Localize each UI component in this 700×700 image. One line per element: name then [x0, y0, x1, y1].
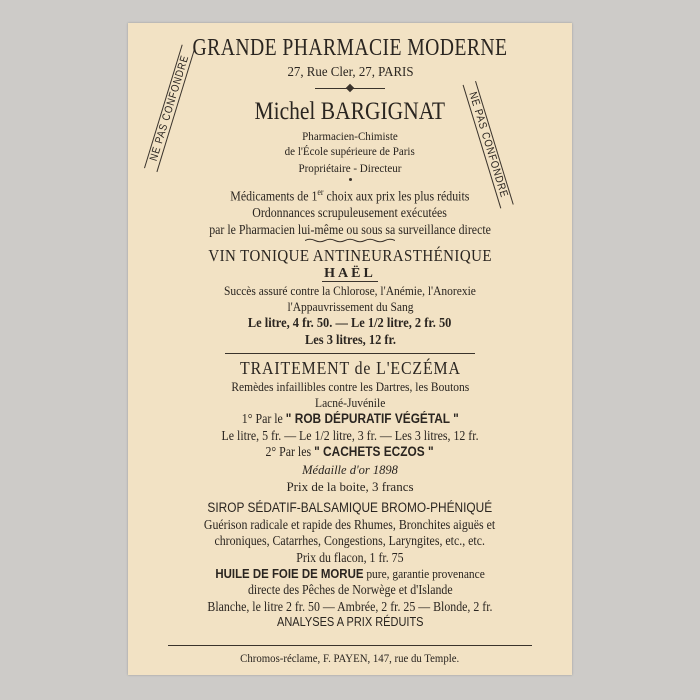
dot-divider-icon [349, 178, 352, 181]
footer-rule [168, 645, 532, 646]
eczema-heading: TRAITEMENT de L'ECZÉMA [239, 358, 461, 378]
wavy-divider-icon [305, 238, 395, 243]
pharmacy-card [128, 23, 572, 675]
huile-line-1: HUILE DE FOIE DE MORUE pure, garantie provenance [215, 566, 485, 581]
vin-desc-2: l'Appauvrissement du Sang [286, 299, 414, 314]
vin-price-1: Le litre, 4 fr. 50. — Le 1/2 litre, 2 fr. 50 [248, 315, 452, 330]
side-banner-left-text: NE PAS CONFONDRE [147, 53, 192, 163]
proprietor-role-2: de l'École supérieure de Paris [284, 144, 416, 158]
pharmacy-title: GRANDE PHARMACIE MODERNE [192, 35, 508, 61]
eczema-item-2: 2° Par les " CACHETS ECZOS " [265, 444, 435, 459]
eczema-medal: Médaille d'or 1898 [302, 462, 398, 477]
proprietor-role-1: Pharmacien-Chimiste [302, 129, 398, 143]
proprietor-role-3: Propriétaire - Directeur [298, 161, 402, 175]
sirop-price: Prix du flacon, 1 fr. 75 [296, 549, 404, 565]
eczema-box-price: Prix de la boite, 3 francs [286, 479, 414, 494]
huile-analyses: ANALYSES A PRIX RÉDUITS [276, 615, 424, 629]
ornament-divider-icon [315, 85, 385, 91]
sirop-heading: SIROP SÉDATIF-BALSAMIQUE BROMO-PHÉNIQUÉ [207, 500, 493, 515]
intro-line-2: Ordonnances scrupuleusement exécutées [252, 205, 448, 220]
sirop-desc-1: Guérison radicale et rapide des Rhumes, Bronchites aiguës et [204, 516, 496, 532]
proprietor-name: Michel BARGIGNAT [254, 98, 446, 125]
huile-line-2: directe des Pêches de Norwège et d'Islande [247, 582, 453, 597]
pharmacy-address: 27, Rue Cler, 27, PARIS [286, 65, 414, 80]
intro-line-1: Médicaments de 1er choix aux prix les plus réduits [230, 187, 470, 204]
huile-price: Blanche, le litre 2 fr. 50 — Ambrée, 2 fr. 25 — Blonde, 2 fr. [207, 598, 493, 614]
vin-brand: HAËL [324, 266, 376, 281]
side-banner-right-text: NE PAS CONFONDRE [466, 90, 511, 200]
sirop-desc-2: chroniques, Catarrhes, Congestions, Laryngites, etc., etc. [214, 533, 486, 548]
intro-line-3: par le Pharmacien lui-même ou sous sa surveillance directe [209, 221, 491, 237]
vin-heading: VIN TONIQUE ANTINEURASTHÉNIQUE [208, 246, 492, 265]
section-rule [225, 353, 475, 354]
vin-desc-1: Succès assuré contre la Chlorose, l'Anémie, l'Anorexie [224, 284, 476, 298]
card-content [128, 23, 572, 629]
eczema-desc-1: Remèdes infaillibles contre les Dartres, les Boutons [231, 380, 469, 394]
eczema-item-1-price: Le litre, 5 fr. — Le 1/2 litre, 3 fr. — Les 3 litres, 12 fr. [221, 427, 479, 443]
vin-price-2: Les 3 litres, 12 fr. [304, 331, 396, 347]
eczema-desc-2: Lacné-Juvénile [314, 395, 386, 410]
printer-footer [168, 645, 532, 664]
footer-text: Chromos-réclame, F. PAYEN, 147, rue du Temple. [240, 651, 460, 665]
eczema-item-1: 1° Par le " ROB DÉPURATIF VÉGÉTAL " [241, 411, 459, 426]
